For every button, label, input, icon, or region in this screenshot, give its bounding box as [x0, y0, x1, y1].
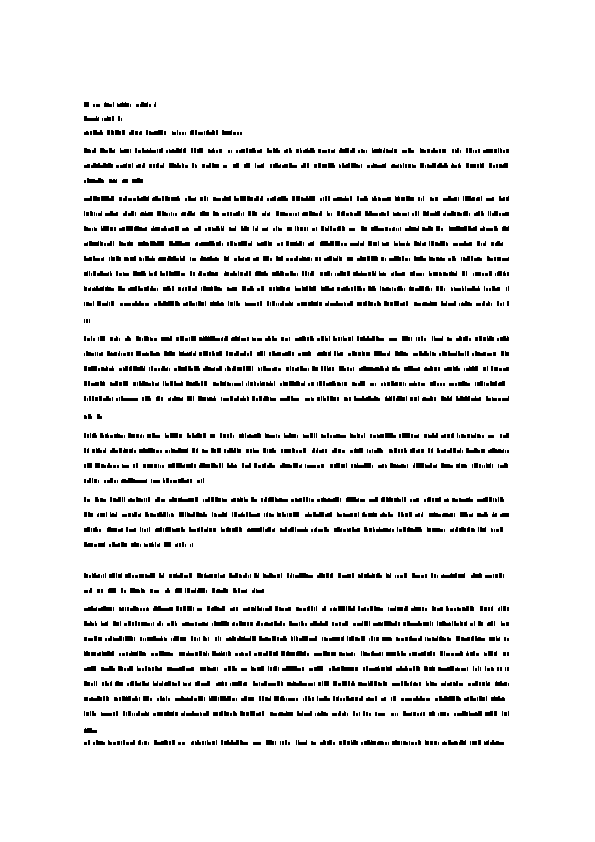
text-line-15	[84, 319, 90, 323]
text-line-23	[84, 448, 509, 453]
text-line-39	[84, 711, 509, 716]
text-line-4	[84, 148, 509, 153]
text-line-26	[84, 497, 504, 502]
text-lines-group	[84, 102, 509, 745]
text-line-6	[84, 178, 143, 183]
text-line-32	[84, 606, 509, 611]
text-line-9	[84, 226, 509, 231]
text-line-28	[84, 527, 503, 532]
text-line-37	[84, 681, 509, 686]
text-line-21	[84, 414, 102, 419]
text-line-10	[84, 241, 503, 246]
text-line-30	[84, 573, 504, 578]
text-line-25	[84, 478, 204, 483]
text-line-7	[84, 196, 509, 201]
text-line-8	[84, 211, 509, 216]
text-line-27	[84, 512, 509, 517]
text-line-33	[84, 621, 509, 626]
text-line-36	[84, 666, 509, 671]
text-line-19	[84, 381, 505, 386]
text-line-14	[84, 301, 509, 306]
text-line-3	[84, 130, 242, 135]
text-line-12	[84, 271, 509, 276]
text-line-2	[84, 116, 122, 121]
text-line-22	[84, 433, 509, 438]
text-line-17	[84, 351, 509, 356]
text-line-29	[84, 542, 193, 547]
text-line-24	[84, 463, 508, 468]
text-line-35	[84, 651, 509, 656]
text-line-5	[84, 163, 508, 168]
text-line-38	[84, 696, 505, 701]
text-line-41	[84, 740, 504, 745]
text-line-31	[84, 588, 264, 593]
text-line-34	[84, 636, 509, 641]
text-line-11	[84, 256, 509, 261]
text-line-20	[84, 396, 509, 401]
text-line-18	[84, 366, 509, 371]
text-line-16	[84, 336, 509, 341]
text-line-13	[84, 286, 509, 291]
text-line-40	[84, 728, 97, 733]
text-line-1	[84, 102, 156, 107]
